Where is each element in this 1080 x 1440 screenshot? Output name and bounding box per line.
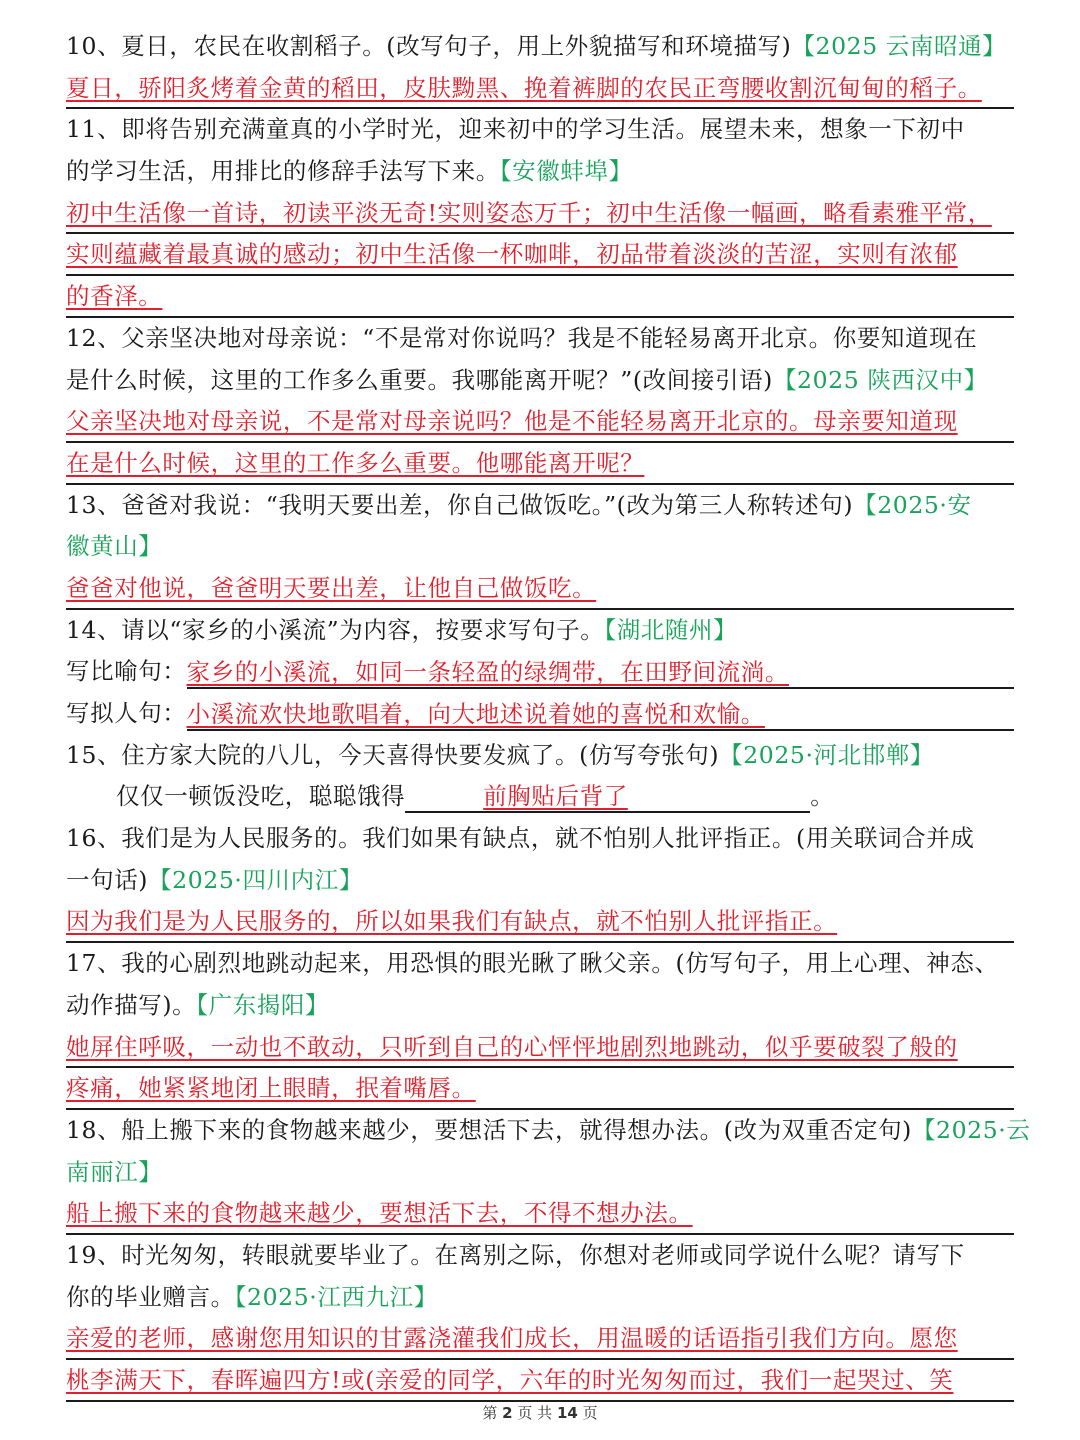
answer-19-line-2: 桃李满天下，春晖遍四方!或(亲爱的同学，六年的时光匆匆而过，我们一起哭过、笑 xyxy=(66,1360,1014,1402)
answer-12-line-2: 在是什么时候，这里的工作多么重要。他哪能离开呢？ xyxy=(66,443,1014,485)
source-tag: 【2025·四川内江】 xyxy=(148,865,363,894)
answer-18: 船上搬下来的食物越来越少，要想活下去，不得不想办法。 xyxy=(66,1193,1014,1235)
simile-row xyxy=(66,651,1014,693)
question-15: 15、住方家大院的八儿，今天喜得快要发疯了。(仿写夸张句)【2025·河北邯郸】 xyxy=(66,740,935,769)
question-12-line-1: 12、父亲坚决地对母亲说：“不是常对你说吗？我是不能轻易离开北京。你要知道现在 xyxy=(66,323,978,352)
personification-label: 写拟人句： xyxy=(66,698,187,727)
question-17-line-2: 动作描写)。【广东揭阳】 xyxy=(66,990,330,1019)
source-tag: 【安徽蚌埠】 xyxy=(499,157,633,186)
question-18-line-2: 南丽江】 xyxy=(66,1157,163,1186)
personification-answer: 小溪流欢快地歌唱着，向大地述说着她的喜悦和欢愉。 xyxy=(187,699,1015,731)
answer-12-line-1: 父亲坚决地对母亲说，不是常对母亲说吗？他是不能轻易离开北京的。母亲要知道现 xyxy=(66,401,1014,443)
page-number: 2 xyxy=(502,1404,513,1422)
source-tag: 【2025·云 xyxy=(911,1115,1031,1144)
question-11-line-2: 的学习生活，用排比的修辞手法写下来。【安徽蚌埠】 xyxy=(66,157,633,186)
question-15-fill-row: 仅仅一顿饭没吃，聪聪饿得 前胸贴后背了 。 xyxy=(66,776,1014,818)
personification-row xyxy=(66,693,1014,735)
source-tag: 【湖北随州】 xyxy=(604,615,738,644)
source-tag: 【2025 陕西汉中】 xyxy=(772,365,988,394)
source-tag: 【2025·河北邯郸】 xyxy=(719,740,935,769)
source-tag: 【2025·安 xyxy=(853,490,972,519)
question-10: 10、夏日，农民在收割稻子。(改写句子，用上外貌描写和环境描写)【2025 云南昭通】 xyxy=(66,32,1007,60)
question-18-line-1: 18、船上搬下来的食物越来越少，要想活下去，就得想办法。(改为双重否定句)【2025·云 xyxy=(66,1115,1031,1144)
answer-11-line-2: 实则蕴藏着最真诚的感动；初中生活像一杯咖啡，初品带着淡淡的苦涩，实则有浓郁 xyxy=(66,234,1014,276)
answer-10: 夏日，骄阳炙烤着金黄的稻田，皮肤黝黑、挽着裤脚的农民正弯腰收割沉甸甸的稻子。 xyxy=(66,68,1014,110)
question-11-line-1: 11、即将告别充满童真的小学时光，迎来初中的学习生活。展望未来，想象一下初中 xyxy=(66,115,965,144)
answer-11-line-1: 初中生活像一首诗，初读平淡无奇!实则姿态万千；初中生活像一幅画，略看素雅平常， xyxy=(66,193,1014,235)
question-16-line-1: 16、我们是为人民服务的。我们如果有缺点，就不怕别人批评指正。(用关联词合并成 xyxy=(66,824,975,853)
question-12-line-2: 是什么时候，这里的工作多么重要。我哪能离开呢？”(改间接引语)【2025 陕西汉中】 xyxy=(66,365,988,394)
answer-13: 爸爸对他说，爸爸明天要出差，让他自己做饭吃。 xyxy=(66,568,1014,610)
answer-19-line-1: 亲爱的老师，感谢您用知识的甘露浇灌我们成长，用温暖的话语指引我们方向。愿您 xyxy=(66,1318,1014,1360)
answer-17-line-1: 她屏住呼吸，一动也不敢动，只听到自己的心怦怦地剧烈地跳动，似乎要破裂了般的 xyxy=(66,1027,1014,1069)
question-19-line-2: 你的毕业赠言。【2025·江西九江】 xyxy=(66,1282,438,1311)
page-total: 14 xyxy=(556,1404,578,1422)
source-tag: 【2025 云南昭通】 xyxy=(791,32,1007,60)
answer-16: 因为我们是为人民服务的，所以如果我们有缺点，就不怕别人批评指正。 xyxy=(66,901,1014,943)
fill-blank-answer: 前胸贴后背了 xyxy=(405,781,810,813)
source-tag: 【2025·江西九江】 xyxy=(234,1282,438,1311)
question-16-line-2: 一句话)【2025·四川内江】 xyxy=(66,865,363,894)
question-14: 14、请以“家乡的小溪流”为内容，按要求写句子。【湖北随州】 xyxy=(66,615,738,644)
answer-11-line-3: 的香泽。 xyxy=(66,276,1014,318)
simile-label: 写比喻句： xyxy=(66,657,187,686)
page-footer: 第 2 页 共 14 页 xyxy=(482,1404,598,1422)
question-17-line-1: 17、我的心剧烈地跳动起来，用恐惧的眼光瞅了瞅父亲。(仿写句子，用上心理、神态、 xyxy=(66,949,999,978)
question-13-line-1: 13、爸爸对我说：“我明天要出差，你自己做饭吃。”(改为第三人称转述句)【2025·安 xyxy=(66,490,972,519)
simile-answer: 家乡的小溪流，如同一条轻盈的绿绸带，在田野间流淌。 xyxy=(187,657,1015,689)
question-19-line-1: 19、时光匆匆，转眼就要毕业了。在离别之际，你想对老师或同学说什么呢？请写下 xyxy=(66,1240,965,1269)
source-tag: 【广东揭阳】 xyxy=(196,990,330,1019)
answer-17-line-2: 疼痛，她紧紧地闭上眼睛，抿着嘴唇。 xyxy=(66,1068,1014,1110)
question-13-line-2: 徽黄山】 xyxy=(66,532,163,561)
worksheet-page xyxy=(66,26,1031,1402)
